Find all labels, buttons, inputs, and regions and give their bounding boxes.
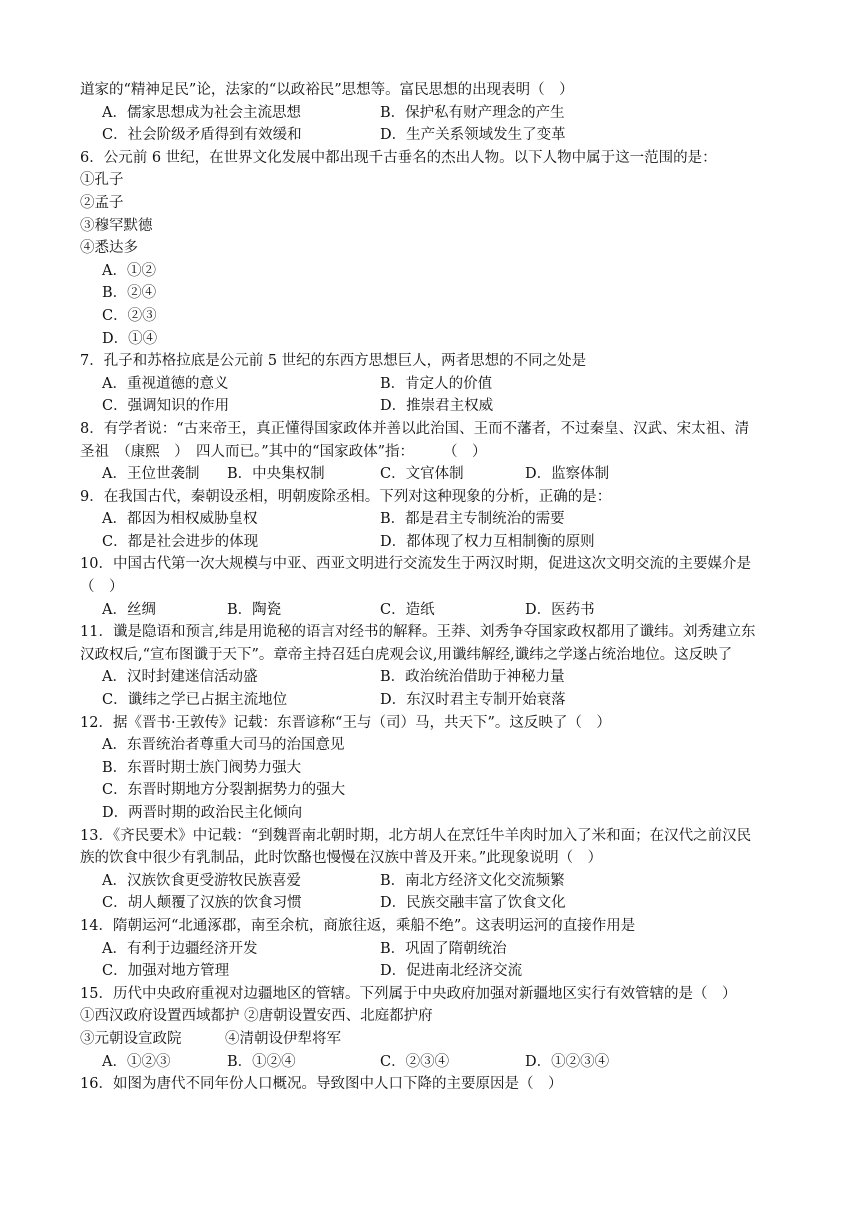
option-row: [80, 395, 780, 418]
option-text: B．巩固了隋朝统治: [380, 940, 507, 957]
option-text: D．促进南北经济交流: [380, 963, 523, 980]
option-text: A．汉时封建迷信活动盛: [102, 669, 258, 686]
option-row: [80, 531, 780, 554]
text-line: 15．历代中央政府重视对边疆地区的管辖。下列属于中央政府加强对新疆地区实行有效管辖的是（ ）: [80, 985, 737, 1002]
option-row: [80, 102, 780, 125]
option-line: C．东晋时期地方分裂割据势力的强大: [102, 782, 346, 799]
text-line: ④悉达多: [80, 240, 138, 257]
text-line: ①孔子: [80, 172, 124, 189]
option-row: [80, 373, 780, 396]
option-text: D．监察体制: [525, 466, 610, 483]
option-text: C．②③④: [380, 1053, 450, 1070]
option-row: [80, 892, 780, 915]
option-text: D．东汉时君主专制开始衰落: [380, 692, 566, 709]
option-row: [80, 599, 780, 622]
option-text: B．南北方经济文化交流频繁: [380, 872, 565, 889]
option-text: A．儒家思想成为社会主流思想: [102, 104, 301, 121]
option-row: [80, 666, 780, 689]
option-text: B．陶瓷: [227, 601, 282, 618]
option-text: B．都是君主专制统治的需要: [380, 511, 565, 528]
option-row: [80, 124, 780, 147]
option-line: A．东晋统治者尊重大司马的治国意见: [102, 737, 345, 754]
option-text: D．医药书: [525, 601, 595, 618]
text-line: 6．公元前 6 世纪，在世界文化发展中都出现千古垂名的杰出人物。以下人物中属于这一范围的是：: [80, 149, 717, 166]
option-text: A．汉族饮食更受游牧民族喜爱: [102, 872, 301, 889]
text-line: ②孟子: [80, 194, 124, 211]
option-text: C．文官体制: [380, 466, 464, 483]
text-line: 7．孔子和苏格拉底是公元前 5 世纪的东西方思想巨人，两者思想的不同之处是: [80, 353, 587, 370]
text-line: 10．中国古代第一次大规模与中亚、西亚文明进行交流发生于两汉时期，促进这次文明交流的主要媒介是: [80, 556, 751, 573]
text-line: 9．在我国古代，秦朝设丞相，明朝废除丞相。下列对这种现象的分析，正确的是：: [80, 488, 612, 505]
option-text: D．都体现了权力互相制衡的原则: [380, 533, 595, 550]
option-row: [80, 960, 780, 983]
option-text: D．①②③④: [525, 1053, 610, 1070]
option-text: B．肯定人的价值: [380, 375, 493, 392]
option-text: D．民族交融丰富了饮食文化: [380, 895, 566, 912]
text-line: 13．《齐民要术》中记载：“到魏晋南北朝时期，北方胡人在烹饪牛羊肉时加入了米和面；在汉代之前汉民: [80, 827, 752, 844]
text-line: 8．有学者说：“古来帝王，真正懂得国家政体并善以此治国、王而不藩者，不过秦皇、汉武、宋太祖、清: [80, 420, 750, 437]
option-line: B．②④: [102, 285, 157, 302]
option-text: A．①②③: [102, 1053, 171, 1070]
text-line: 汉政权后,“宣布图谶于天下”。章帝主持召廷白虎观会议,用谶纬解经,谶纬之学遂占统治地位。这反映了: [80, 646, 733, 663]
option-text: C．都是社会进步的体现: [102, 533, 259, 550]
option-text: B．中央集权制: [227, 466, 325, 483]
text-line: 16．如图为唐代不同年份人口概况。导致图中人口下降的主要原因是（ ）: [80, 1076, 563, 1093]
option-line: A．①②: [102, 262, 156, 279]
option-text: A．重视道德的意义: [102, 375, 229, 392]
option-text: C．社会阶级矛盾得到有效缓和: [102, 127, 302, 144]
option-text: C．造纸: [380, 601, 435, 618]
option-text: B．保护私有财产理念的产生: [380, 104, 565, 121]
option-text: C．加强对地方管理: [102, 963, 230, 980]
option-text: D．生产关系领域发生了变革: [380, 127, 566, 144]
text-line: 圣祖 （康熙 ） 四人而已。”其中的“国家政体”指： （ ）: [80, 443, 487, 460]
text-line: 14．隋朝运河“北通涿郡，南至余杭，商旅往返，乘船不绝”。这表明运河的直接作用是: [80, 917, 636, 934]
text-line: （ ）: [80, 579, 124, 596]
text-line: ①西汉政府设置西域都护 ②唐朝设置安西、北庭都护府: [80, 1008, 433, 1025]
option-row: [80, 463, 780, 486]
text-line: 道家的“精神足民”论，法家的“以政裕民”思想等。富民思想的出现表明（ ）: [80, 82, 574, 98]
exam-page: [80, 79, 780, 1096]
option-text: A．都因为相权威胁皇权: [102, 511, 258, 528]
text-line: 11．谶是隐语和预言,纬是用诡秘的语言对经书的解释。王莽、刘秀争夺国家政权都用了谶纬。刘秀建立东: [80, 624, 756, 641]
text-line: ③穆罕默德: [80, 217, 153, 234]
option-line: D．两晋时期的政治民主化倾向: [102, 805, 303, 821]
option-text: B．政治统治借助于神秘力量: [380, 669, 565, 686]
option-row: [80, 938, 780, 961]
text-line: 12．据《晋书·王敦传》记载：东晋谚称“王与（司）马，共天下”。这反映了（ ）: [80, 714, 611, 731]
option-row: [80, 689, 780, 712]
option-line: B．东晋时期士族门阀势力强大: [102, 759, 302, 776]
option-row: [80, 508, 780, 531]
option-text: A．王位世袭制: [102, 466, 200, 483]
option-row: [80, 1051, 780, 1074]
option-text: D．推崇君主权威: [380, 398, 494, 415]
option-line: D．①④: [102, 330, 158, 347]
option-text: A．丝绸: [102, 601, 156, 618]
option-text: C．谶纬之学已占据主流地位: [102, 692, 288, 709]
option-line: C．②③: [102, 307, 157, 324]
option-text: C．胡人颠覆了汉族的饮食习惯: [102, 895, 302, 912]
option-row: [80, 870, 780, 893]
option-text: A．有利于边疆经济开发: [102, 940, 258, 957]
option-text: C．强调知识的作用: [102, 398, 230, 415]
option-text: B．①②④: [227, 1053, 296, 1070]
text-line: 族的饮食中很少有乳制品，此时饮酪也慢慢在汉族中普及开来。”此现象说明（ ）: [80, 850, 603, 867]
text-line: ③元朝设宣政院 ④清朝设伊犁将军: [80, 1030, 341, 1047]
